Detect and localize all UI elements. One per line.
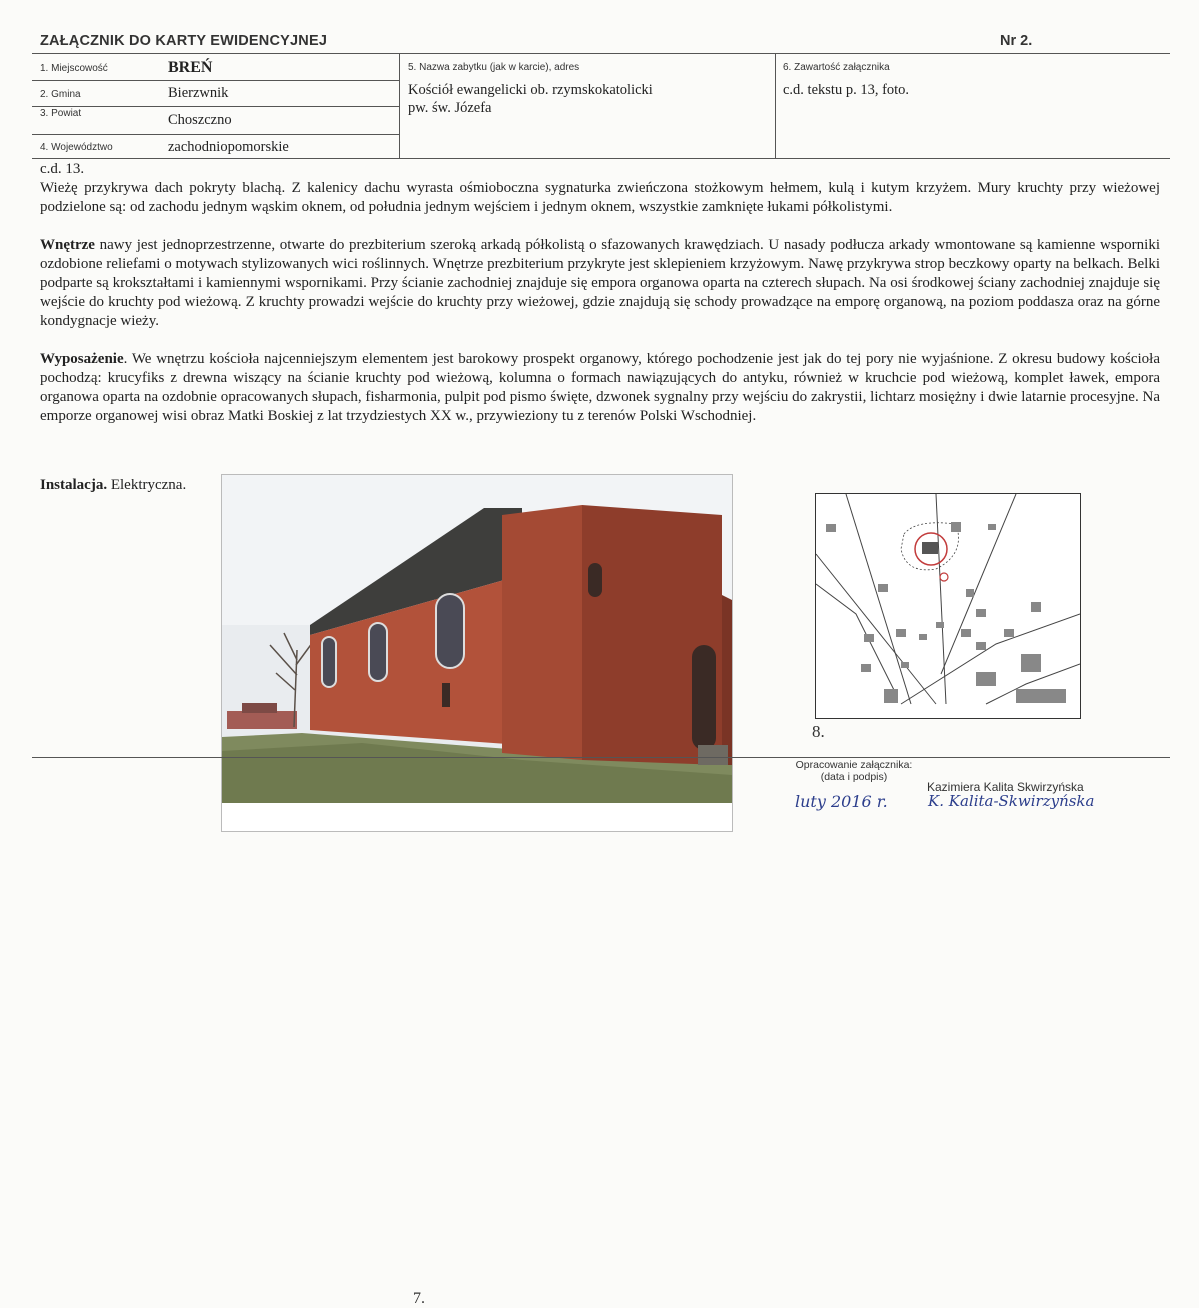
installation-text: Instalacja. Elektryczna. — [40, 477, 187, 493]
grid-line-bottom — [32, 158, 1170, 159]
grid-vline-2 — [775, 53, 776, 158]
field-label-wojewodztwo: 4. Województwo — [40, 142, 113, 153]
field-value-powiat: Choszczno — [168, 112, 232, 128]
field-value-gmina: Bierzwnik — [168, 85, 229, 101]
heading-interior: Wnętrze — [40, 236, 95, 253]
paragraph-interior: Wnętrze nawy jest jednoprzestrzenne, otwarte do prezbiterium szeroką arkadą półkolistą o sfazowanych krawędziach. U nasady podłucza arkady wmontowane są kamienne wsporniki ozdobione reliefami o motywach stylizowanych wici roślinnych. Wnętrze prezbiterium przykryte jest sklepieniem krzyżowym. Nawę przykrywa strop beczkowy oparty na belkach. Belki podparte są krokształtami i kamiennymi wspornikami. Przy ścianie zachodniej znajduje się empora organowa oparta na czterech słupach. Na osi środkowej ściany zachodniej znajduje się wejście do kruchty pod wieżową. Z kruchty prowadzi wejście do kruchty przy wieżowej, gdzie znajdują się schody prowadzące na emporę organową, na poziom poddasza oraz na górne kondygnacje wieży. — [40, 236, 1160, 330]
body-text — [40, 160, 1160, 426]
field-label-powiat: 3. Powiat — [40, 108, 82, 119]
grid-line-top — [32, 53, 1170, 54]
grid-line-1 — [32, 80, 399, 81]
field-value-miejscowosc: BREŃ — [168, 59, 213, 76]
form-number: Nr 2. — [1000, 33, 1033, 49]
map-number: 8. — [812, 722, 825, 741]
form-title: ZAŁĄCZNIK DO KARTY EWIDENCYJNEJ — [40, 33, 328, 49]
field-label-miejscowosc: 1. Miejscowość — [40, 63, 108, 74]
field-value-nazwa-line2: pw. św. Józefa — [408, 100, 492, 116]
location-map — [815, 493, 1081, 719]
handwritten-date: luty 2016 r. — [795, 792, 888, 811]
grid-line-3 — [32, 134, 399, 135]
grid-line-2 — [32, 106, 399, 107]
paragraph-tower: Wieżę przykrywa dach pokryty blachą. Z kalenicy dachu wyrasta ośmioboczna sygnaturka zwieńczona stożkowym hełmem, kulą i kutym krzyżem. Mury kruchty przy wieżowej podzielone są: od zachodu jednym wąskim oknem, od południa jednym wejściem i jednym oknem, wszystkie zamknięte łukami półkolistymi. — [40, 180, 1160, 216]
photo-number: 7. — [413, 1290, 425, 1307]
location-map-drawing — [816, 494, 1080, 718]
bottom-line — [32, 757, 1170, 758]
field-label-gmina: 2. Gmina — [40, 89, 81, 100]
heading-installation: Instalacja. — [40, 477, 108, 493]
continuation-label: c.d. 13. — [40, 161, 85, 177]
field-value-nazwa-line1: Kościół ewangelicki ob. rzymskokatolicki — [408, 82, 653, 98]
field-label-zawartosc: 6. Zawartość załącznika — [783, 62, 890, 73]
heading-furnishing: Wyposażenie — [40, 350, 124, 367]
handwritten-signature: K. Kalita-Skwirzyńska — [928, 792, 1095, 810]
field-value-wojewodztwo: zachodniopomorskie — [168, 139, 289, 155]
church-photo-frame — [221, 474, 733, 1307]
field-label-nazwa: 5. Nazwa zabytku (jak w karcie), adres — [408, 62, 580, 73]
church-photo — [222, 475, 732, 803]
preparation-author: Kazimiera Kalita Skwirzyńska — [927, 780, 1084, 794]
preparation-label: Opracowanie załącznika: (data i podpis) — [795, 759, 913, 783]
paragraph-furnishing: Wyposażenie. We wnętrzu kościoła najcenniejszym elementem jest barokowy prospekt organowy, którego pochodzenie jest jak do tej pory nie wyjaśnione. Z okresu budowy kościoła pochodzą: krucyfiks z drewna wiszący na ścianie kruchty pod wieżową, kolumna o formach nawiązujących do antyku, również w kruchcie pod wieżową, komplet ławek, empora organowa oparta na ozdobnie opracowanych słupach, fisharmonia, pulpit pod pismo święte, dzwonek sygnalny przy wejściu do zakrystii, lichtarz mosiężny i dwie latarnie procesyjne. Na emporze organowej wisi obraz Matki Boskiej z lat trzydziestych XX w., przywieziony tu z terenów Polski Wschodniej. — [40, 350, 1160, 425]
field-value-zawartosc: c.d. tekstu p. 13, foto. — [783, 82, 910, 98]
grid-vline-1 — [399, 53, 400, 158]
